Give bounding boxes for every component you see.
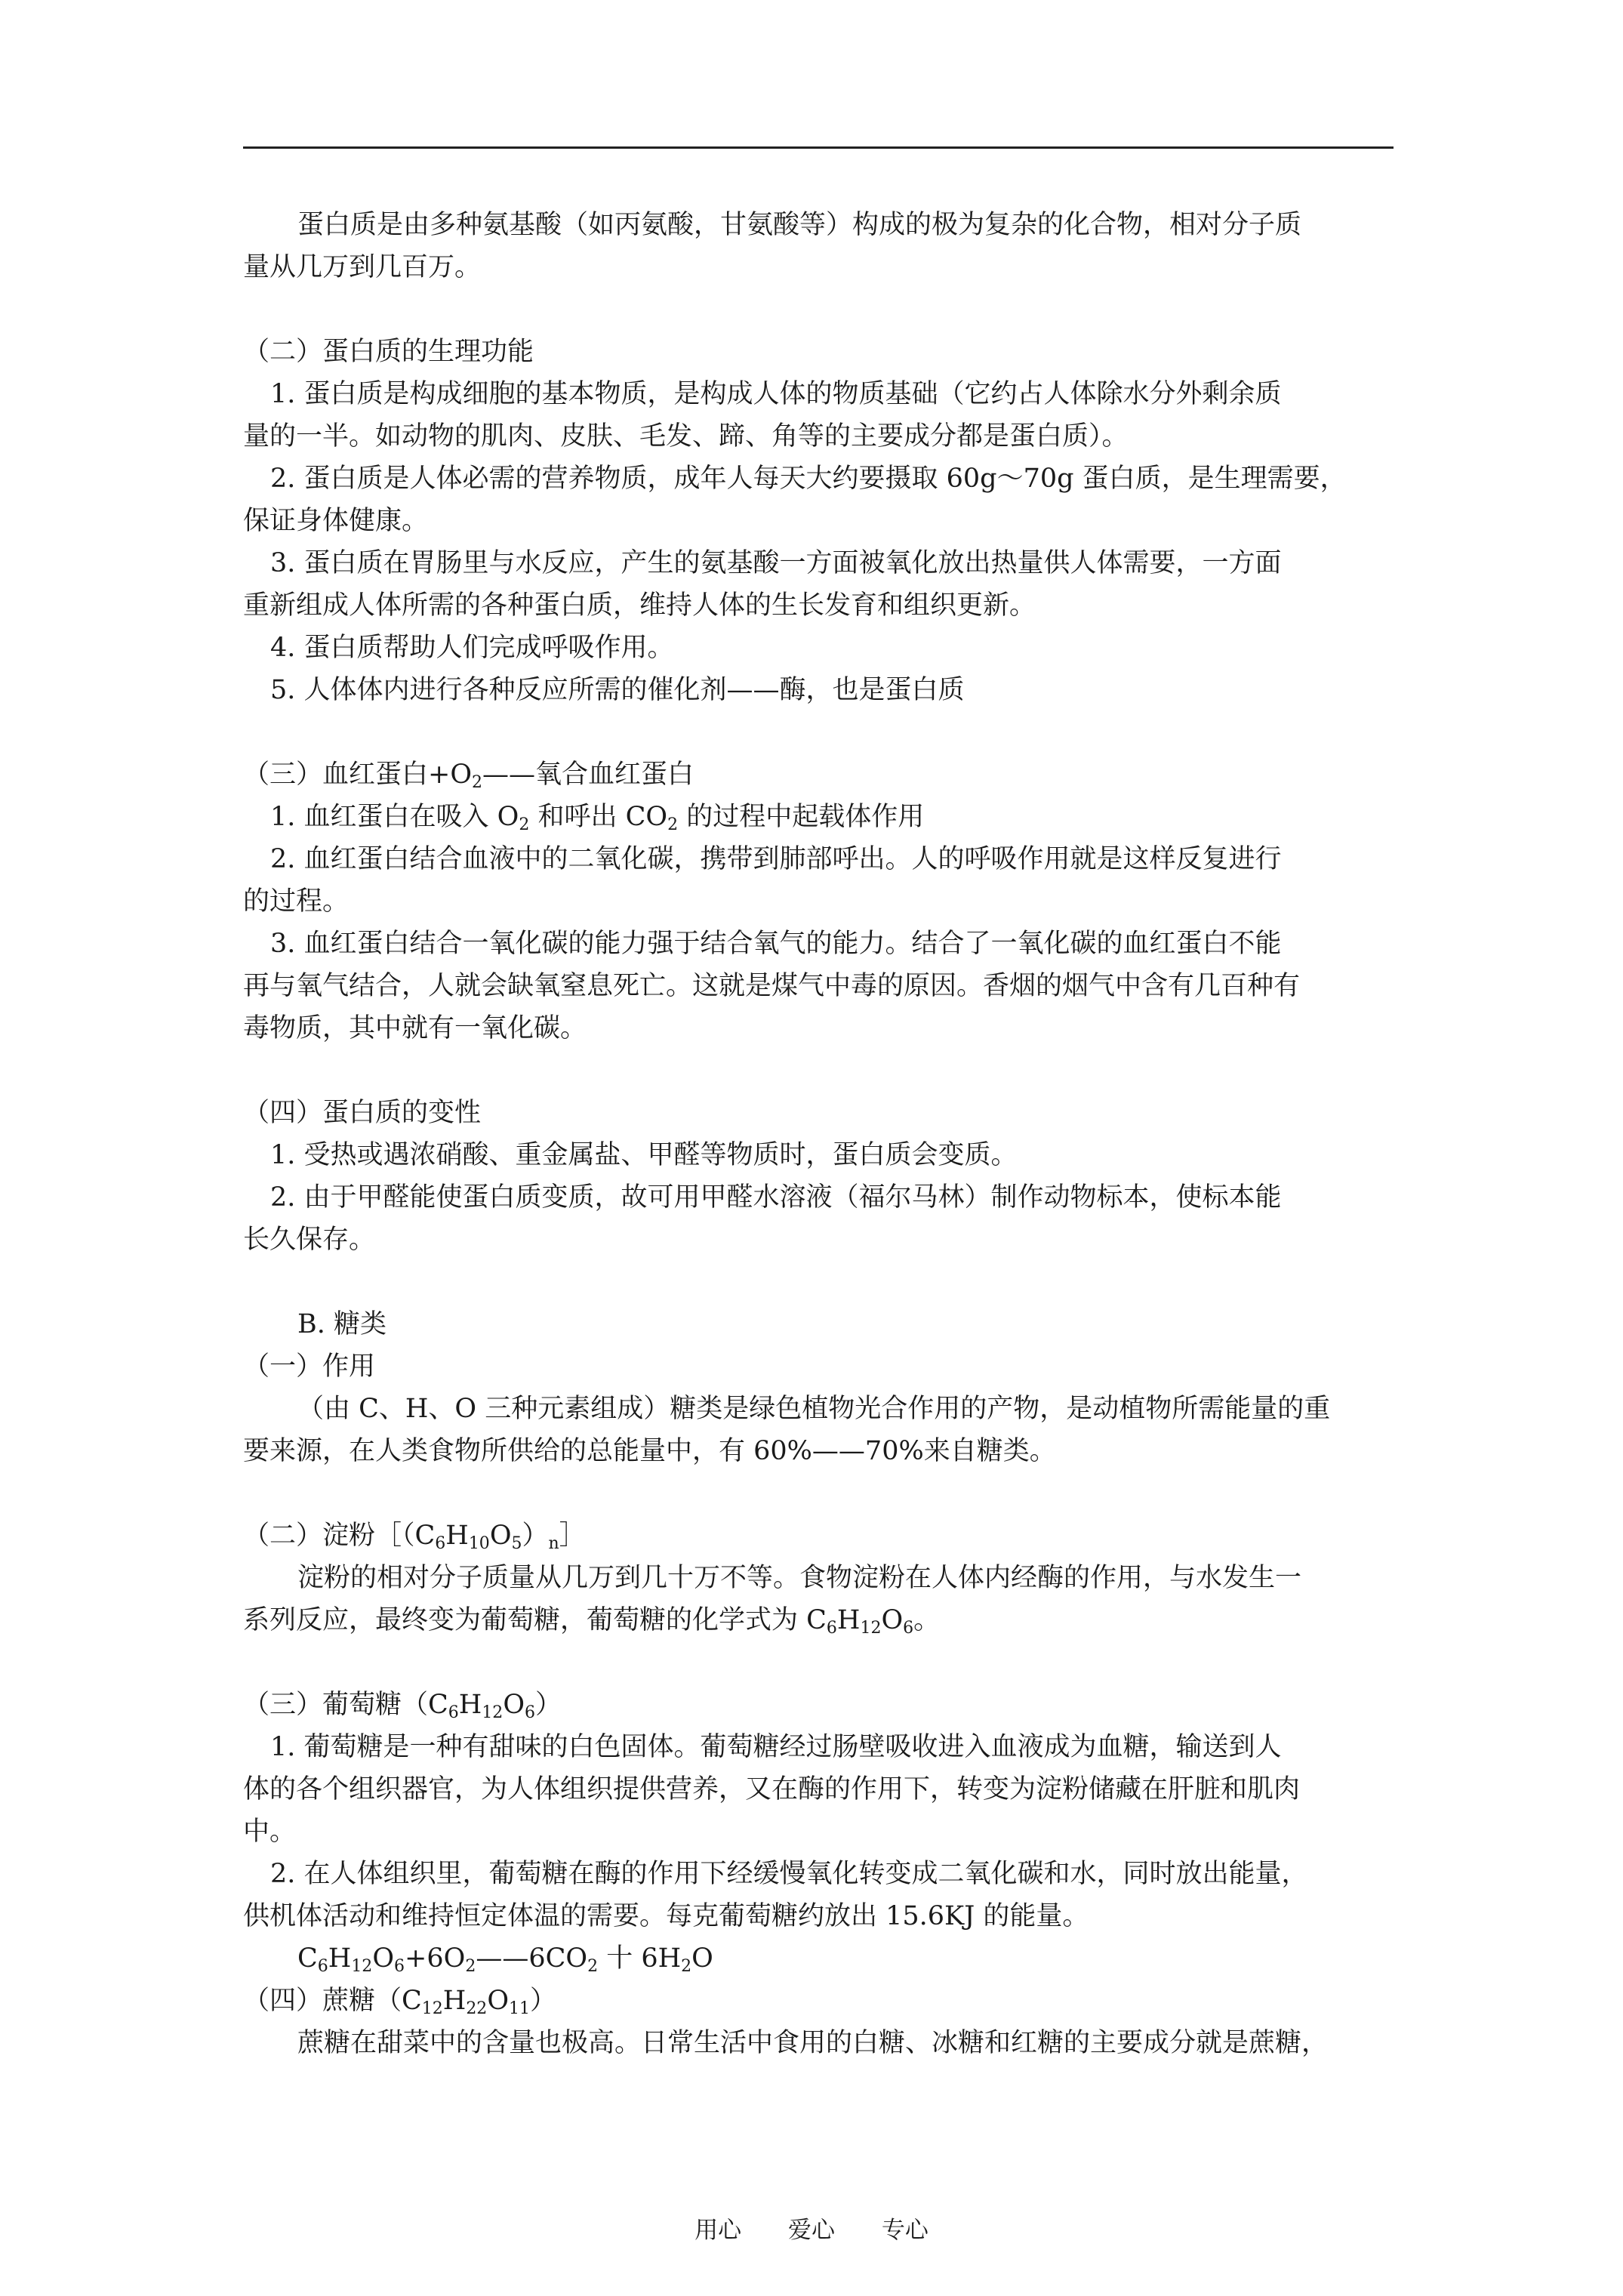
paragraph-line: 2. 在人体组织里，葡萄糖在酶的作用下经缓慢氧化转变成二氧化碳和水，同时放出能量，: [270, 1859, 1308, 1889]
paragraph-line: 量的一半。如动物的肌肉、皮肤、毛发、蹄、角等的主要成分都是蛋白质）。: [243, 421, 1129, 451]
paragraph-line: 重新组成人体所需的各种蛋白质，维持人体的生长发育和组织更新。: [243, 590, 1036, 621]
section-heading-sugar-role: （一）作用: [243, 1351, 376, 1382]
paragraph-line: 供机体活动和维持恒定体温的需要。每克葡萄糖约放出 15.6KJ 的能量。: [243, 1901, 1089, 1931]
section-heading-starch: （二）淀粉$[(C_6H_{10}O_5)_n]$: [243, 1521, 586, 1553]
paragraph-line: 3. 蛋白质在胃肠里与水反应，产生的氨基酸一方面被氧化放出热量供人体需要，一方面: [270, 548, 1282, 578]
paragraph-line: 1. 血红蛋白在吸入 $O_2$ 和呼出 $CO_2$ 的过程中起载体作用: [270, 802, 925, 834]
section-heading-sucrose: （四）蔗糖$(C_{12}H_{22}O_{11})$: [243, 1986, 557, 2018]
header-rule: [243, 146, 1394, 149]
section-heading-glucose: （三）葡萄糖$(C_6H_{12}O_6)$: [243, 1690, 562, 1722]
paragraph-line: 系列反应，最终变为葡萄糖，葡萄糖的化学式为 $C_6H_{12}O_6$。: [243, 1605, 941, 1638]
paragraph-line: 1. 葡萄糖是一种有甜味的白色固体。葡萄糖经过肠壁吸收进入血液成为血糖，输送到人: [270, 1732, 1282, 1762]
section-heading-protein-function: （二）蛋白质的生理功能: [243, 337, 534, 367]
paragraph-line: 保证身体健康。: [243, 506, 429, 536]
paragraph-line: 2. 血红蛋白结合血液中的二氧化碳，携带到肺部呼出。人的呼吸作用就是这样反复进行: [270, 844, 1282, 874]
paragraph-line: （由 C、H、O 三种元素组成）糖类是绿色植物光合作用的产物，是动植物所需能量的重: [297, 1394, 1331, 1424]
paragraph-line: 2. 蛋白质是人体必需的营养物质，成年人每天大约要摄取 60g～70g 蛋白质，是生理需要，: [270, 464, 1347, 494]
section-heading-denaturation: （四）蛋白质的变性: [243, 1098, 482, 1128]
paragraph-line: 5. 人体体内进行各种反应所需的催化剂——酶，也是蛋白质: [270, 675, 965, 705]
paragraph-line: 3. 血红蛋白结合一氧化碳的能力强于结合氧气的能力。结合了一氧化碳的血红蛋白不能: [270, 929, 1282, 959]
paragraph-line: 要来源，在人类食物所供给的总能量中，有 60%——70%来自糖类。: [243, 1436, 1056, 1466]
paragraph-line: 1. 受热或遇浓硝酸、重金属盐、甲醛等物质时，蛋白质会变质。: [270, 1140, 1018, 1170]
paragraph-line: 4. 蛋白质帮助人们完成呼吸作用。: [270, 633, 674, 663]
footer-word: 专心: [881, 2217, 929, 2244]
paragraph-line: 中。: [243, 1817, 297, 1847]
footer-word: 爱心: [788, 2217, 835, 2244]
paragraph-line: 1. 蛋白质是构成细胞的基本物质，是构成人体的物质基础（它约占人体除水分外剩余质: [270, 379, 1282, 409]
paragraph-line: 淀粉的相对分子质量从几万到几十万不等。食物淀粉在人体内经酶的作用，与水发生一: [297, 1563, 1302, 1593]
paragraph-line: 2. 由于甲醛能使蛋白质变质，故可用甲醛水溶液（福尔马林）制作动物标本，使标本能: [270, 1182, 1282, 1213]
footer-word: 用心: [694, 2217, 742, 2244]
protein-intro-line2: 量从几万到几百万。: [243, 252, 482, 282]
paragraph-line: 蔗糖在甜菜中的含量也极高。日常生活中食用的白糖、冰糖和红糖的主要成分就是蔗糖，: [297, 2028, 1329, 2058]
section-heading-hemoglobin: （三）血红蛋白$+O_2——$氧合血红蛋白: [243, 760, 694, 792]
protein-intro-line1: 蛋白质是由多种氨基酸（如丙氨酸，甘氨酸等）构成的极为复杂的化合物，相对分子质: [297, 210, 1302, 240]
section-title-sugars: B. 糖类: [297, 1309, 387, 1339]
paragraph-line: 毒物质，其中就有一氧化碳。: [243, 1013, 587, 1043]
paragraph-line: 长久保存。: [243, 1225, 376, 1255]
paragraph-line: 的过程。: [243, 886, 350, 917]
page-footer: [0, 2215, 1623, 2245]
glucose-oxidation-equation: $C_6H_{12}O_6+6O_2——6CO_2$ 十 $6H_2O$: [297, 1943, 713, 1976]
paragraph-line: 再与氧气结合，人就会缺氧窒息死亡。这就是煤气中毒的原因。香烟的烟气中含有几百种有: [243, 971, 1301, 1001]
document-body: [243, 204, 1394, 2064]
paragraph-line: 体的各个组织器官，为人体组织提供营养，又在酶的作用下，转变为淀粉储藏在肝脏和肌肉: [243, 1774, 1301, 1804]
